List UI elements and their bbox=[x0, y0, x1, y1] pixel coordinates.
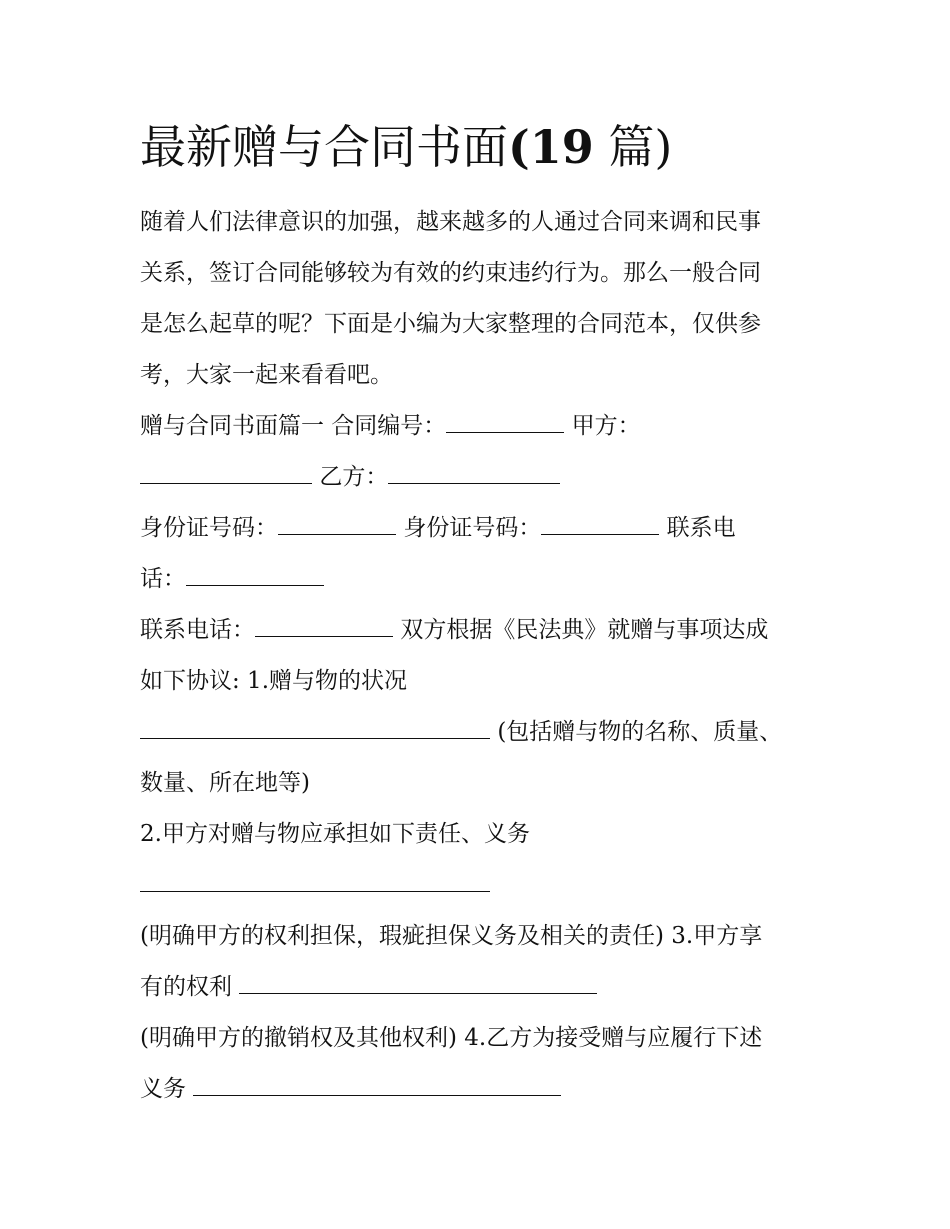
clause-2-heading: 2.甲方对赠与物应承担如下责任、义务 bbox=[140, 821, 530, 847]
party-a-rights-blank bbox=[239, 975, 597, 994]
paragraph-line: 关系，签订合同能够较为有效的约束违约行为。那么一般合同 bbox=[140, 260, 761, 286]
contract-number-label: 赠与合同书面篇一 合同编号： bbox=[140, 413, 447, 439]
party-b-duties-label: 义务 bbox=[140, 1076, 186, 1102]
paragraph-line: (明确甲方的撤销权及其他权利) 4.乙方为接受赠与应履行下述 bbox=[140, 1025, 763, 1051]
party-line bbox=[140, 452, 820, 503]
clause-2-blank-line bbox=[140, 860, 820, 911]
clause-3-line bbox=[140, 962, 820, 1013]
document-title bbox=[140, 112, 672, 182]
paragraph-line: 考，大家一起来看看吧。 bbox=[140, 362, 393, 388]
party-a-blank bbox=[140, 465, 312, 484]
clause-4-line bbox=[140, 1064, 820, 1115]
phone-line-a bbox=[140, 554, 820, 605]
gift-description-blank bbox=[140, 720, 490, 739]
agreement-text: 双方根据《民法典》就赠与事项达成 bbox=[400, 617, 769, 643]
phone-label-a-start: 联系电 bbox=[666, 515, 736, 541]
id-label-b: 身份证号码： bbox=[403, 515, 542, 541]
title-count: (19 bbox=[508, 120, 594, 174]
contract-number-blank bbox=[446, 414, 564, 433]
party-b-duties-blank bbox=[193, 1077, 561, 1096]
party-a-duties-blank bbox=[140, 873, 490, 892]
title-main: 最新赠与合同书面 bbox=[140, 120, 508, 174]
id-label-a: 身份证号码： bbox=[140, 515, 278, 541]
phone-blank-b bbox=[255, 618, 393, 637]
clause-1-heading: 如下协议: 1.赠与物的状况 bbox=[140, 668, 408, 694]
id-blank-a bbox=[278, 516, 396, 535]
paragraph-line: (明确甲方的权利担保，瑕疵担保义务及相关的责任) 3.甲方享 bbox=[140, 923, 763, 949]
id-line bbox=[140, 503, 820, 554]
paragraph-line: 数量、所在地等) bbox=[140, 770, 310, 796]
party-a-rights-label: 有的权利 bbox=[140, 974, 232, 1000]
document-body bbox=[140, 197, 820, 1115]
phone-blank-a bbox=[186, 567, 324, 586]
phone-line-b bbox=[140, 605, 820, 656]
contract-number-line bbox=[140, 401, 820, 452]
party-b-blank bbox=[388, 465, 560, 484]
party-b-label: 乙方： bbox=[319, 464, 389, 490]
phone-label-b: 联系电话： bbox=[140, 617, 255, 643]
gift-description-hint: (包括赠与物的名称、质量、 bbox=[497, 719, 783, 745]
paragraph-line: 随着人们法律意识的加强，越来越多的人通过合同来调和民事 bbox=[140, 209, 761, 235]
phone-label-a-end: 话： bbox=[140, 566, 186, 592]
paragraph-line: 是怎么起草的呢？下面是小编为大家整理的合同范本，仅供参 bbox=[140, 311, 761, 337]
id-blank-b bbox=[541, 516, 659, 535]
clause-1-line bbox=[140, 707, 820, 758]
party-a-label: 甲方： bbox=[571, 413, 641, 439]
title-suffix: 篇) bbox=[608, 120, 673, 174]
